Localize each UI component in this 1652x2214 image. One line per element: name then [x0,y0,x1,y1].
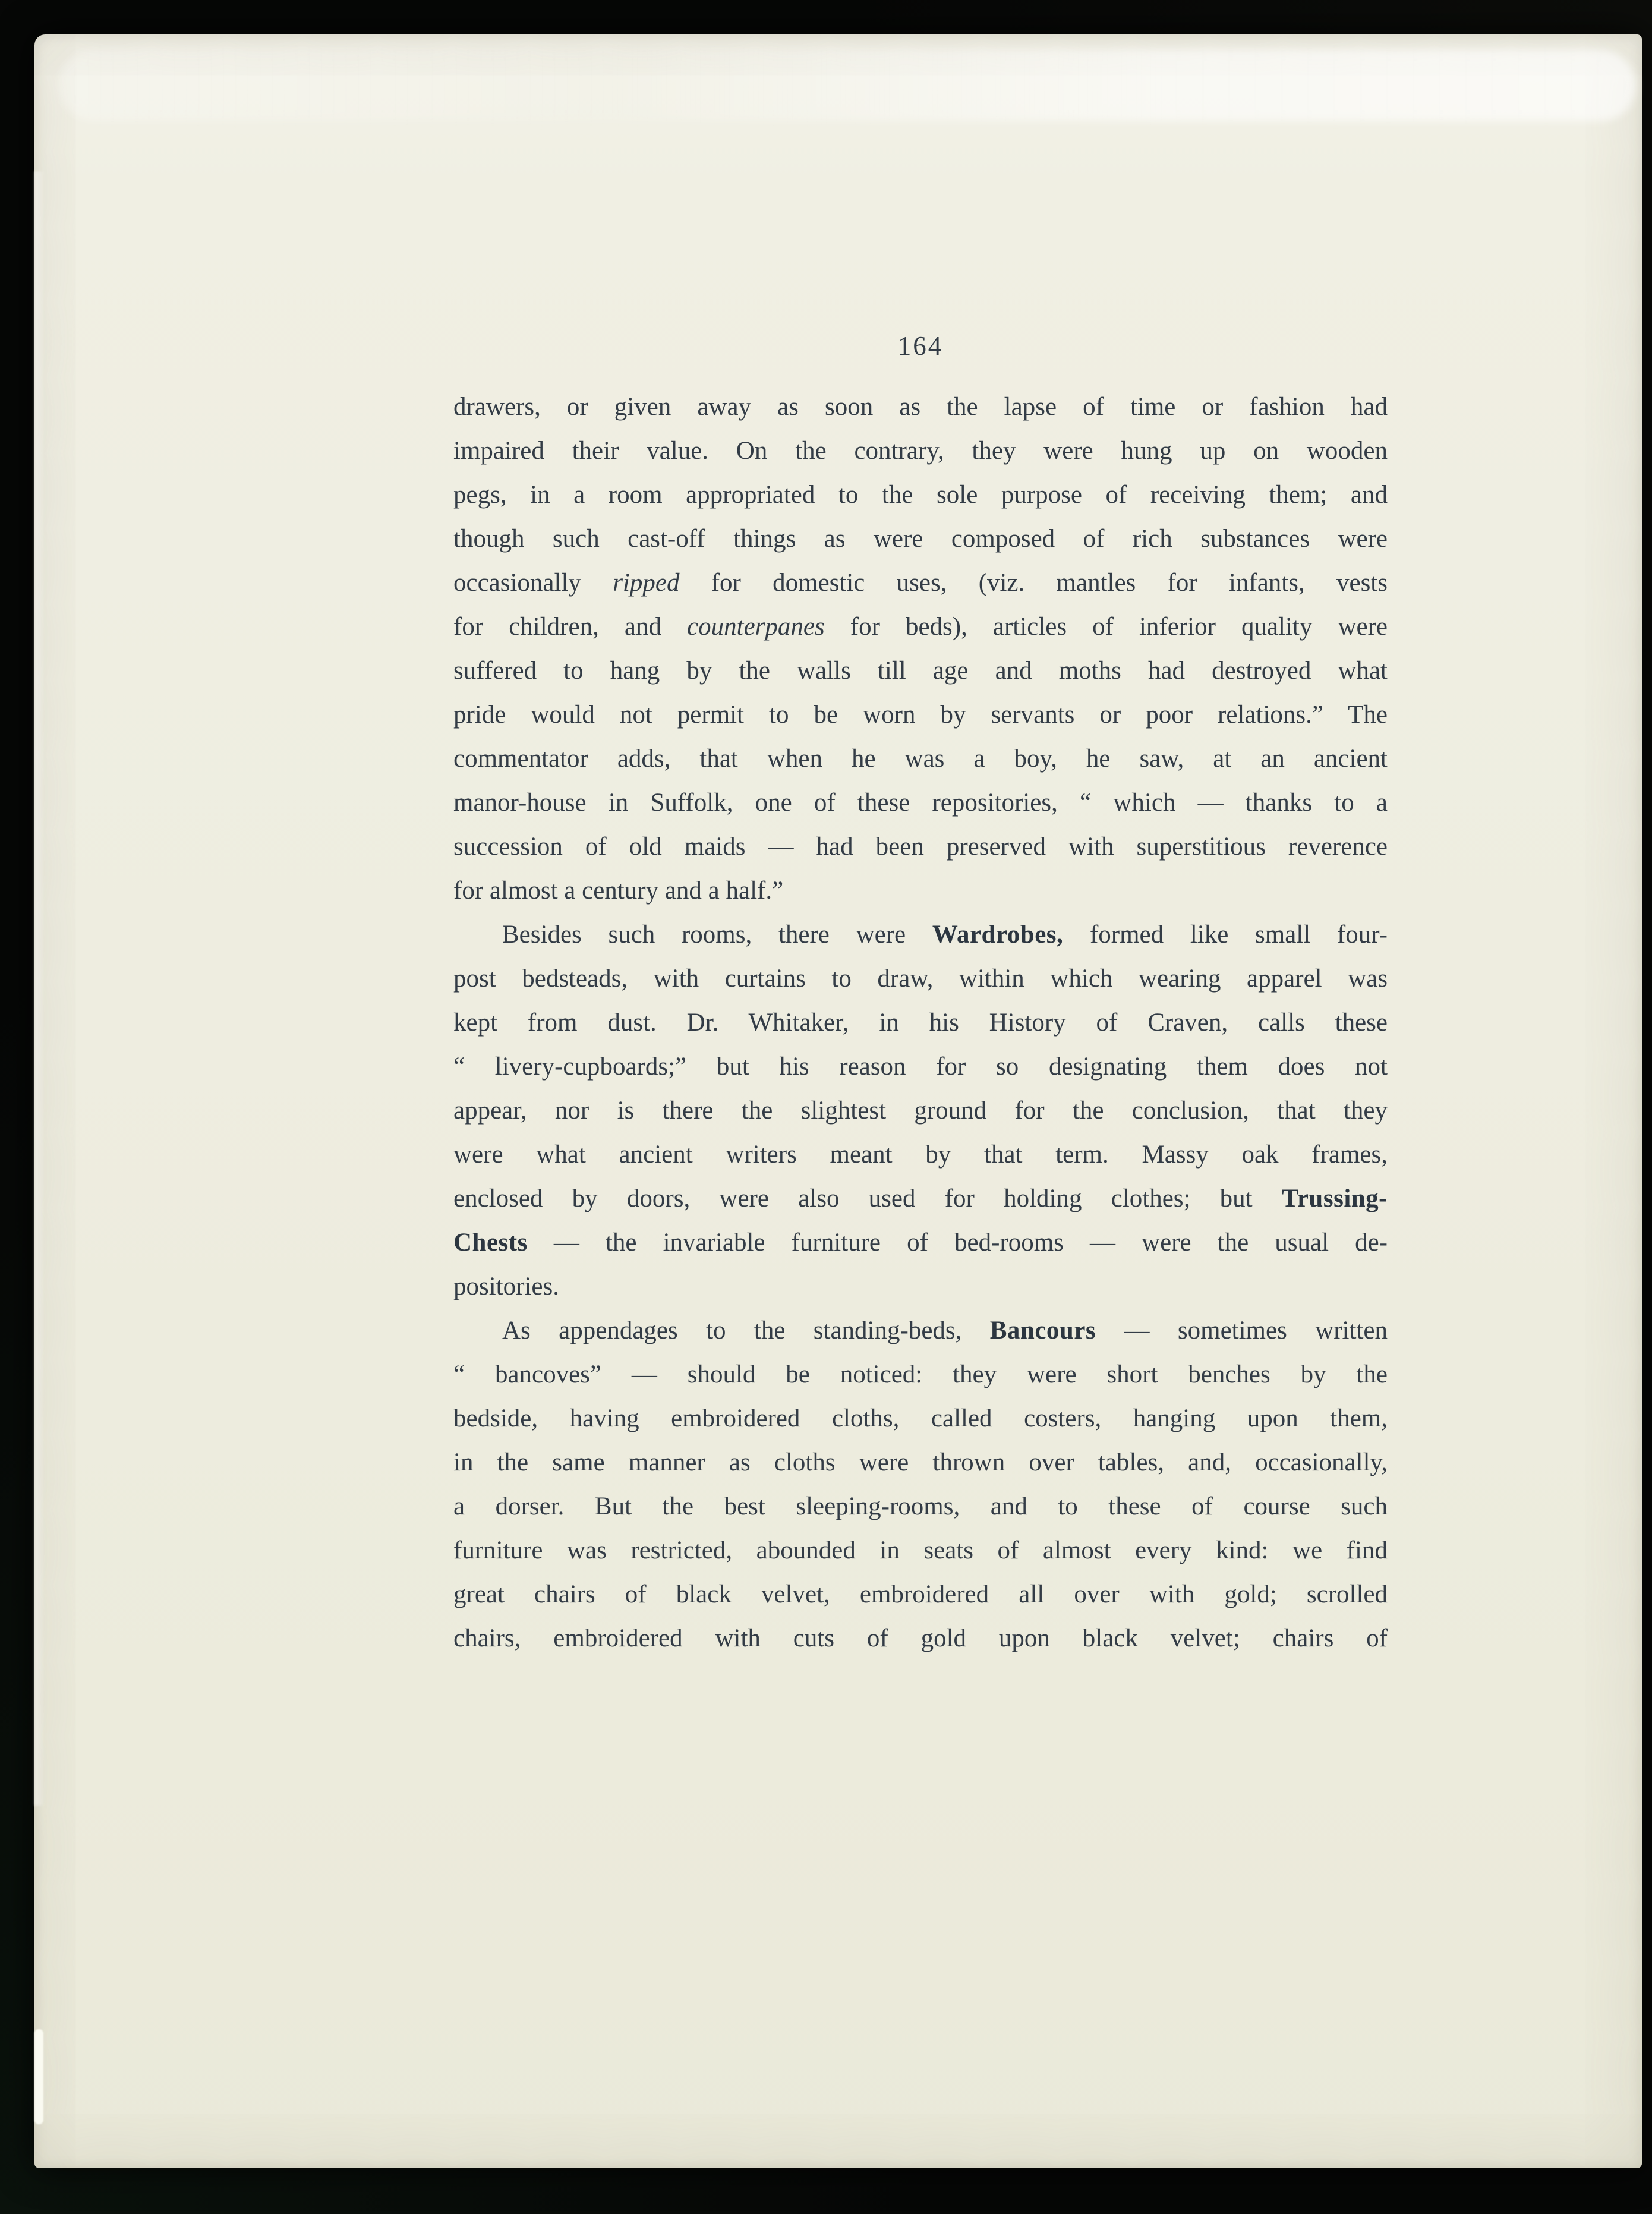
text-line [453,1177,1388,1221]
text-line [453,825,1388,869]
text-segment: positories. [453,1273,559,1300]
text-segment: post bedsteads, with curtains to draw, within which wearing apparel was [453,965,1388,993]
text-segment: were what ancient writers meant by that term. Massy oak frames, [453,1141,1388,1169]
text-line [453,913,1388,957]
text-line [453,473,1388,517]
text-line [453,1485,1388,1529]
text-segment: great chairs of black velvet, embroidered all over with gold; scrolled [453,1580,1388,1608]
blackletter-term: Wardrobes, [932,921,1064,949]
italic-term: ripped [613,569,680,597]
text-segment: for domestic uses, (viz. mantles for infants, vests [679,569,1388,597]
scan-artifact-bottom-left [34,2029,43,2124]
text-line [453,1089,1388,1133]
text-line [453,561,1388,605]
blackletter-term: Chests [453,1229,528,1256]
text-line [453,1397,1388,1441]
text-segment: commentator adds, that when he was a boy, he saw, at an ancient [453,745,1388,773]
text-segment: kept from dust. Dr. Whitaker, in his History of Craven, calls these [453,1009,1388,1037]
scan-artifact-left-edge [34,171,45,1806]
text-segment: bedside, having embroidered cloths, called costers, hanging upon them, [453,1404,1388,1432]
text-line [453,1001,1388,1045]
text-line [453,517,1388,561]
scan-artifact-top-edge [58,50,1636,121]
text-line [453,605,1388,649]
text-segment: — the invariable furniture of bed-rooms — were the usual de- [527,1229,1388,1256]
text-segment: impaired their value. On the contrary, they were hung up on wooden [453,437,1388,465]
text-segment: furniture was restricted, abounded in seats of almost every kind: we find [453,1536,1388,1564]
text-line [453,957,1388,1001]
text-segment: manor-house in Suffolk, one of these repositories, “ which — thanks to a [453,789,1388,817]
text-line [453,1221,1388,1265]
text-line [453,1573,1388,1617]
text-segment: a dorser. But the best sleeping-rooms, and to these of course such [453,1492,1388,1520]
text-line [453,385,1388,429]
text-segment: pegs, in a room appropriated to the sole purpose of receiving them; and [453,481,1388,509]
text-segment: As appendages to the standing-beds, [502,1317,990,1344]
text-segment: appear, nor is there the slightest ground for the conclusion, that they [453,1097,1388,1125]
text-segment: formed like small four- [1063,921,1388,949]
text-segment: for almost a century and a half.” [453,877,784,905]
text-line [453,693,1388,737]
text-segment: Besides such rooms, there were [502,921,932,949]
blackletter-term: Trussing- [1281,1185,1388,1212]
text-line [453,649,1388,693]
text-segment: — sometimes written [1096,1317,1388,1344]
text-line [453,1529,1388,1573]
text-segment: “ livery-cupboards;” but his reason for so designating them does not [453,1053,1388,1081]
text-segment: enclosed by doors, were also used for holding clothes; but [453,1185,1282,1212]
text-segment: suffered to hang by the walls till age and moths had destroyed what [453,657,1388,685]
text-segment: for children, and [453,613,688,641]
text-segment: in the same manner as cloths were thrown over tables, and, occasionally, [453,1448,1388,1476]
text-segment: succession of old maids — had been preserved with superstitious reverence [453,833,1388,861]
text-line [453,1441,1388,1485]
text-line [453,781,1388,825]
text-line [453,1265,1388,1309]
text-line [453,1309,1388,1353]
text-line [453,1133,1388,1177]
text-line [453,737,1388,781]
text-segment: chairs, embroidered with cuts of gold upon black velvet; chairs of [453,1624,1388,1652]
text-line [453,429,1388,473]
text-segment: though such cast-off things as were composed of rich substances were [453,525,1388,553]
text-segment: “ bancoves” — should be noticed: they were short benches by the [453,1360,1388,1388]
text-line [453,1617,1388,1661]
blackletter-term: Bancours [989,1317,1096,1344]
text-line [453,1353,1388,1397]
page-number: 164 [897,331,944,361]
text-line [453,1045,1388,1089]
text-segment: pride would not permit to be worn by servants or poor relations.” The [453,701,1388,729]
text-segment: occasionally [453,569,613,597]
text-segment: drawers, or given away as soon as the lapse of time or fashion had [453,393,1388,421]
italic-term: counterpanes [687,613,825,641]
text-block [453,385,1388,1661]
text-segment: for beds), articles of inferior quality were [824,613,1388,641]
text-line [453,869,1388,913]
